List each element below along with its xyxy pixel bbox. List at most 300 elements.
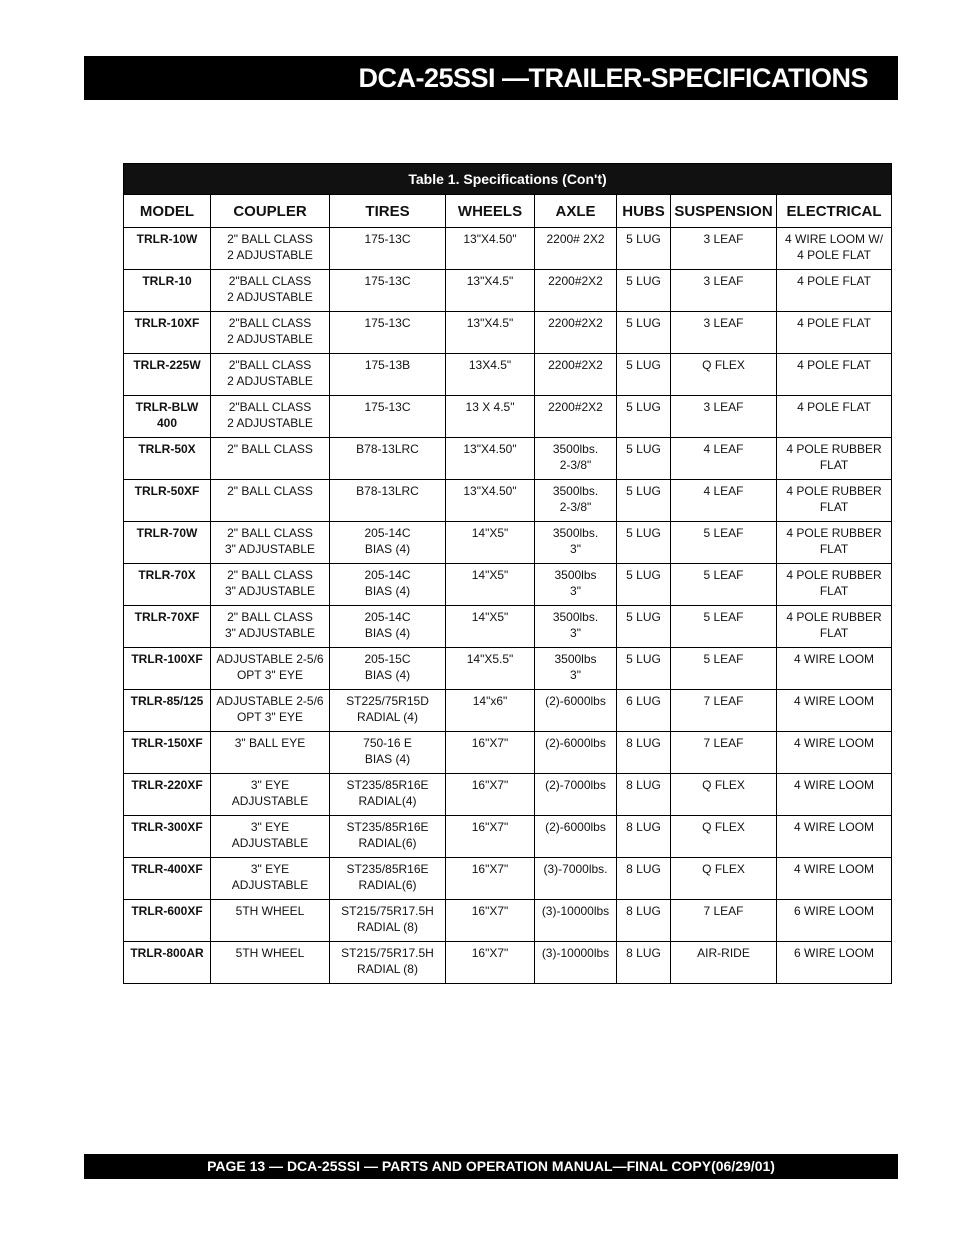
cell-coupler — [211, 606, 330, 648]
cell-line: 13"X4.50" — [463, 484, 517, 498]
cell-coupler — [211, 480, 330, 522]
cell-wheels — [446, 816, 535, 858]
table-row — [124, 564, 892, 606]
cell-line: BIAS (4) — [364, 626, 411, 640]
table-caption: Table 1. Specifications (Con't) — [124, 164, 892, 195]
cell-line: 16"X7" — [471, 862, 509, 876]
cell-line: 5 LEAF — [703, 568, 744, 582]
cell-coupler — [211, 900, 330, 942]
cell-coupler — [211, 732, 330, 774]
cell-line: TRLR-150XF — [131, 736, 203, 750]
cell-axle — [535, 774, 617, 816]
cell-line: 4 POLE FLAT — [797, 248, 871, 262]
cell-line: 14"X5.5" — [466, 652, 514, 666]
cell-suspension — [671, 438, 777, 480]
table-row — [124, 480, 892, 522]
cell-line: 2" BALL CLASS — [227, 442, 313, 456]
cell-tires — [330, 312, 446, 354]
cell-suspension — [671, 648, 777, 690]
cell-hubs — [617, 816, 671, 858]
page-footer: PAGE 13 — DCA-25SSI — PARTS AND OPERATION MANUAL—FINAL COPY(06/29/01) — [84, 1154, 898, 1179]
cell-line: 5 LUG — [626, 442, 661, 456]
cell-model — [124, 648, 211, 690]
cell-model — [124, 522, 211, 564]
cell-line: 205-14C — [364, 526, 411, 540]
cell-line: 4 POLE FLAT — [797, 274, 871, 288]
cell-wheels — [446, 438, 535, 480]
cell-line: 3" — [570, 668, 581, 682]
cell-line: BIAS (4) — [364, 584, 411, 598]
cell-line: 7 LEAF — [703, 694, 744, 708]
cell-electrical — [777, 816, 892, 858]
cell-line: 3 LEAF — [703, 274, 744, 288]
cell-line: 16"X7" — [471, 778, 509, 792]
cell-hubs — [617, 648, 671, 690]
cell-electrical — [777, 774, 892, 816]
cell-line: 13"X4.50" — [463, 442, 517, 456]
column-header-suspension: SUSPENSION — [671, 195, 777, 228]
cell-line: 8 LUG — [626, 946, 661, 960]
cell-coupler — [211, 312, 330, 354]
cell-wheels — [446, 522, 535, 564]
cell-axle — [535, 690, 617, 732]
cell-line: 4 POLE RUBBER — [786, 484, 882, 498]
cell-line: BIAS (4) — [364, 542, 411, 556]
cell-line: RADIAL (4) — [357, 710, 418, 724]
cell-line: 3" ADJUSTABLE — [224, 626, 316, 640]
cell-line: TRLR-70W — [136, 526, 198, 540]
cell-coupler — [211, 942, 330, 984]
cell-model — [124, 900, 211, 942]
cell-line: 3500lbs. — [552, 442, 599, 456]
cell-hubs — [617, 396, 671, 438]
cell-line: 13"X4.5" — [466, 316, 514, 330]
cell-suspension — [671, 816, 777, 858]
cell-coupler — [211, 648, 330, 690]
cell-line: RADIAL (8) — [357, 920, 418, 934]
cell-line: 4 POLE FLAT — [797, 358, 871, 372]
cell-tires — [330, 858, 446, 900]
cell-line: 5 LUG — [626, 358, 661, 372]
cell-line: TRLR-300XF — [131, 820, 203, 834]
cell-electrical — [777, 270, 892, 312]
cell-line: 3" ADJUSTABLE — [224, 584, 316, 598]
cell-line: 14"X5" — [471, 568, 509, 582]
column-header-model: MODEL — [124, 195, 211, 228]
cell-line: (2)-6000lbs — [545, 820, 606, 834]
cell-hubs — [617, 228, 671, 270]
column-header-hubs: HUBS — [617, 195, 671, 228]
table-header-row — [124, 195, 892, 228]
cell-tires — [330, 648, 446, 690]
cell-line: 2-3/8" — [559, 458, 592, 472]
cell-line: 3 LEAF — [703, 400, 744, 414]
cell-line: 2200#2X2 — [548, 358, 603, 372]
cell-axle — [535, 858, 617, 900]
table-row — [124, 312, 892, 354]
table-row — [124, 354, 892, 396]
cell-line: 2200# 2X2 — [546, 232, 605, 246]
cell-line: 4 LEAF — [703, 442, 744, 456]
column-header-axle: AXLE — [535, 195, 617, 228]
table-row — [124, 270, 892, 312]
cell-model — [124, 858, 211, 900]
cell-electrical — [777, 690, 892, 732]
cell-tires — [330, 816, 446, 858]
column-header-electrical: ELECTRICAL — [777, 195, 892, 228]
cell-line: 5 LUG — [626, 526, 661, 540]
cell-electrical — [777, 522, 892, 564]
cell-suspension — [671, 354, 777, 396]
cell-line: 8 LUG — [626, 904, 661, 918]
cell-line: ST235/85R16E — [346, 862, 429, 876]
cell-line: 13 X 4.5" — [465, 400, 515, 414]
cell-model — [124, 564, 211, 606]
cell-suspension — [671, 732, 777, 774]
cell-suspension — [671, 396, 777, 438]
cell-line: TRLR-800AR — [130, 946, 204, 960]
cell-electrical — [777, 564, 892, 606]
cell-line: TRLR-BLW — [135, 400, 199, 414]
cell-line: TRLR-10XF — [134, 316, 200, 330]
cell-line: TRLR-50X — [138, 442, 196, 456]
cell-line: RADIAL(4) — [358, 794, 417, 808]
cell-line: B78-13LRC — [356, 484, 419, 498]
cell-electrical — [777, 858, 892, 900]
cell-line: 8 LUG — [626, 736, 661, 750]
cell-model — [124, 228, 211, 270]
cell-axle — [535, 312, 617, 354]
cell-coupler — [211, 354, 330, 396]
cell-line: 4 WIRE LOOM — [794, 736, 875, 750]
cell-axle — [535, 438, 617, 480]
cell-tires — [330, 942, 446, 984]
page-title: DCA-25SSI —TRAILER-SPECIFICATIONS — [84, 56, 898, 100]
cell-line: 2200#2X2 — [548, 400, 603, 414]
cell-tires — [330, 270, 446, 312]
column-header-tires: TIRES — [330, 195, 446, 228]
cell-line: B78-13LRC — [356, 442, 419, 456]
cell-line: (2)-7000lbs — [545, 778, 606, 792]
cell-axle — [535, 270, 617, 312]
specifications-table-container — [123, 163, 891, 984]
cell-line: 2" BALL CLASS — [227, 526, 313, 540]
cell-line: 6 LUG — [626, 694, 661, 708]
cell-line: 750-16 E — [363, 736, 412, 750]
cell-axle — [535, 480, 617, 522]
cell-suspension — [671, 606, 777, 648]
cell-line: ADJUSTABLE — [231, 878, 309, 892]
cell-electrical — [777, 942, 892, 984]
cell-wheels — [446, 774, 535, 816]
cell-line: Q FLEX — [702, 820, 745, 834]
cell-line: RADIAL (8) — [357, 962, 418, 976]
cell-wheels — [446, 480, 535, 522]
cell-coupler — [211, 564, 330, 606]
specifications-table — [123, 163, 892, 984]
cell-line: 4 POLE FLAT — [797, 400, 871, 414]
table-body — [124, 228, 892, 984]
cell-line: 175-13B — [364, 358, 411, 372]
column-header-wheels: WHEELS — [446, 195, 535, 228]
cell-wheels — [446, 228, 535, 270]
table-row — [124, 816, 892, 858]
table-row — [124, 648, 892, 690]
cell-line: 2" BALL CLASS — [227, 484, 313, 498]
cell-coupler — [211, 774, 330, 816]
cell-line: 5TH WHEEL — [235, 946, 305, 960]
cell-line: 2" BALL CLASS — [227, 568, 313, 582]
cell-line: Q FLEX — [702, 778, 745, 792]
cell-model — [124, 396, 211, 438]
cell-line: 8 LUG — [626, 862, 661, 876]
cell-line: 16"X7" — [471, 946, 509, 960]
cell-model — [124, 354, 211, 396]
table-row — [124, 606, 892, 648]
table-row — [124, 942, 892, 984]
cell-line: OPT 3" EYE — [236, 668, 304, 682]
cell-axle — [535, 648, 617, 690]
cell-line: (3)-10000lbs — [541, 946, 610, 960]
cell-model — [124, 480, 211, 522]
cell-coupler — [211, 438, 330, 480]
cell-line: 3" ADJUSTABLE — [224, 542, 316, 556]
cell-line: 3500lbs. — [552, 610, 599, 624]
cell-wheels — [446, 648, 535, 690]
table-row — [124, 732, 892, 774]
cell-line: FLAT — [819, 500, 849, 514]
cell-suspension — [671, 228, 777, 270]
cell-hubs — [617, 270, 671, 312]
cell-line: 3500lbs. — [552, 526, 599, 540]
cell-tires — [330, 774, 446, 816]
cell-line: 16"X7" — [471, 736, 509, 750]
cell-tires — [330, 690, 446, 732]
cell-coupler — [211, 690, 330, 732]
cell-line: 2" BALL CLASS — [227, 232, 313, 246]
cell-line: 14"X5" — [471, 610, 509, 624]
cell-line: 5 LUG — [626, 400, 661, 414]
cell-line: 5 LUG — [626, 274, 661, 288]
column-header-coupler: COUPLER — [211, 195, 330, 228]
cell-suspension — [671, 480, 777, 522]
cell-model — [124, 606, 211, 648]
cell-axle — [535, 732, 617, 774]
cell-coupler — [211, 522, 330, 564]
cell-model — [124, 312, 211, 354]
cell-line: 175-13C — [364, 316, 411, 330]
cell-line: 2 ADJUSTABLE — [227, 416, 313, 430]
table-row — [124, 396, 892, 438]
cell-electrical — [777, 438, 892, 480]
cell-wheels — [446, 732, 535, 774]
cell-line: (3)-10000lbs — [541, 904, 610, 918]
cell-line: TRLR-70X — [138, 568, 196, 582]
cell-wheels — [446, 900, 535, 942]
table-row — [124, 858, 892, 900]
cell-wheels — [446, 690, 535, 732]
cell-line: 3" EYE — [250, 862, 290, 876]
cell-line: 3" — [570, 542, 581, 556]
cell-line: TRLR-100XF — [131, 652, 203, 666]
cell-electrical — [777, 648, 892, 690]
cell-model — [124, 816, 211, 858]
cell-wheels — [446, 354, 535, 396]
cell-tires — [330, 480, 446, 522]
cell-wheels — [446, 270, 535, 312]
cell-line: Q FLEX — [702, 862, 745, 876]
cell-hubs — [617, 774, 671, 816]
cell-line: TRLR-225W — [133, 358, 201, 372]
cell-line: 175-13C — [364, 400, 411, 414]
cell-line: 7 LEAF — [703, 736, 744, 750]
cell-hubs — [617, 438, 671, 480]
cell-line: 2"BALL CLASS — [228, 316, 312, 330]
cell-line: TRLR-70XF — [134, 610, 200, 624]
cell-line: ADJUSTABLE 2-5/6 — [216, 652, 324, 666]
cell-line: 6 WIRE LOOM — [794, 904, 875, 918]
cell-line: 13"X4.50" — [463, 232, 517, 246]
cell-line: 16"X7" — [471, 904, 509, 918]
cell-line: 2" BALL CLASS — [227, 610, 313, 624]
cell-line: 2200#2X2 — [548, 274, 603, 288]
cell-line: 5 LUG — [626, 484, 661, 498]
cell-model — [124, 942, 211, 984]
cell-tires — [330, 564, 446, 606]
cell-line: ADJUSTABLE — [231, 794, 309, 808]
cell-line: 7 LEAF — [703, 904, 744, 918]
cell-electrical — [777, 228, 892, 270]
cell-line: 16"X7" — [471, 820, 509, 834]
cell-line: 8 LUG — [626, 820, 661, 834]
cell-line: FLAT — [819, 626, 849, 640]
cell-wheels — [446, 312, 535, 354]
cell-line: 3500lbs. — [552, 484, 599, 498]
cell-electrical — [777, 354, 892, 396]
cell-line: 6 WIRE LOOM — [794, 946, 875, 960]
cell-tires — [330, 900, 446, 942]
cell-axle — [535, 942, 617, 984]
cell-wheels — [446, 396, 535, 438]
cell-line: 2 ADJUSTABLE — [227, 248, 313, 262]
cell-axle — [535, 900, 617, 942]
cell-axle — [535, 522, 617, 564]
table-row — [124, 522, 892, 564]
cell-electrical — [777, 900, 892, 942]
table-row — [124, 228, 892, 270]
cell-tires — [330, 522, 446, 564]
cell-line: 14"x6" — [472, 694, 508, 708]
cell-hubs — [617, 522, 671, 564]
cell-line: 3" EYE — [250, 820, 290, 834]
cell-coupler — [211, 228, 330, 270]
cell-line: 4 WIRE LOOM — [794, 694, 875, 708]
cell-line: (3)-7000lbs. — [543, 862, 608, 876]
cell-line: 2"BALL CLASS — [228, 274, 312, 288]
cell-line: 4 LEAF — [703, 484, 744, 498]
cell-line: 4 POLE RUBBER — [786, 442, 882, 456]
cell-line: ST215/75R17.5H — [341, 904, 434, 918]
cell-line: 2200#2X2 — [548, 316, 603, 330]
cell-line: FLAT — [819, 458, 849, 472]
cell-line: 3" — [570, 626, 581, 640]
cell-line: 4 POLE RUBBER — [786, 526, 882, 540]
cell-wheels — [446, 606, 535, 648]
cell-line: 205-14C — [364, 610, 411, 624]
cell-electrical — [777, 732, 892, 774]
cell-line: 4 WIRE LOOM — [794, 778, 875, 792]
cell-coupler — [211, 396, 330, 438]
cell-line: TRLR-220XF — [131, 778, 203, 792]
cell-line: TRLR-10W — [136, 232, 198, 246]
cell-line: 4 WIRE LOOM — [794, 652, 875, 666]
cell-line: 4 POLE RUBBER — [786, 610, 882, 624]
cell-line: ST235/85R16E — [346, 778, 429, 792]
cell-tires — [330, 396, 446, 438]
cell-hubs — [617, 690, 671, 732]
cell-wheels — [446, 942, 535, 984]
cell-suspension — [671, 942, 777, 984]
cell-axle — [535, 816, 617, 858]
cell-line: RADIAL(6) — [358, 836, 417, 850]
cell-suspension — [671, 564, 777, 606]
cell-line: 3500lbs — [554, 652, 597, 666]
cell-hubs — [617, 312, 671, 354]
cell-line: 5TH WHEEL — [235, 904, 305, 918]
cell-line: Q FLEX — [702, 358, 745, 372]
cell-electrical — [777, 480, 892, 522]
cell-line: 4 WIRE LOOM — [794, 862, 875, 876]
cell-line: RADIAL(6) — [358, 878, 417, 892]
cell-line: ST225/75R15D — [346, 694, 429, 708]
cell-suspension — [671, 858, 777, 900]
cell-line: 5 LUG — [626, 232, 661, 246]
cell-hubs — [617, 732, 671, 774]
cell-model — [124, 270, 211, 312]
cell-line: BIAS (4) — [364, 752, 411, 766]
cell-line: 5 LUG — [626, 316, 661, 330]
cell-suspension — [671, 522, 777, 564]
cell-line: ADJUSTABLE — [231, 836, 309, 850]
cell-line: 2"BALL CLASS — [228, 358, 312, 372]
cell-line: 4 POLE RUBBER — [786, 568, 882, 582]
cell-line: 5 LUG — [626, 610, 661, 624]
cell-line: 400 — [156, 416, 178, 430]
cell-tires — [330, 438, 446, 480]
cell-axle — [535, 564, 617, 606]
cell-line: AIR-RIDE — [697, 946, 750, 960]
cell-coupler — [211, 270, 330, 312]
cell-suspension — [671, 774, 777, 816]
cell-line: 205-15C — [364, 652, 411, 666]
cell-line: 3" EYE — [250, 778, 290, 792]
cell-line: 5 LUG — [626, 568, 661, 582]
cell-hubs — [617, 480, 671, 522]
cell-tires — [330, 228, 446, 270]
cell-line: 175-13C — [364, 232, 411, 246]
cell-wheels — [446, 858, 535, 900]
cell-electrical — [777, 312, 892, 354]
cell-model — [124, 732, 211, 774]
cell-line: 2 ADJUSTABLE — [227, 374, 313, 388]
cell-tires — [330, 606, 446, 648]
cell-suspension — [671, 270, 777, 312]
cell-line: TRLR-400XF — [131, 862, 203, 876]
cell-hubs — [617, 606, 671, 648]
cell-line: 5 LEAF — [703, 526, 744, 540]
table-row — [124, 900, 892, 942]
cell-axle — [535, 354, 617, 396]
